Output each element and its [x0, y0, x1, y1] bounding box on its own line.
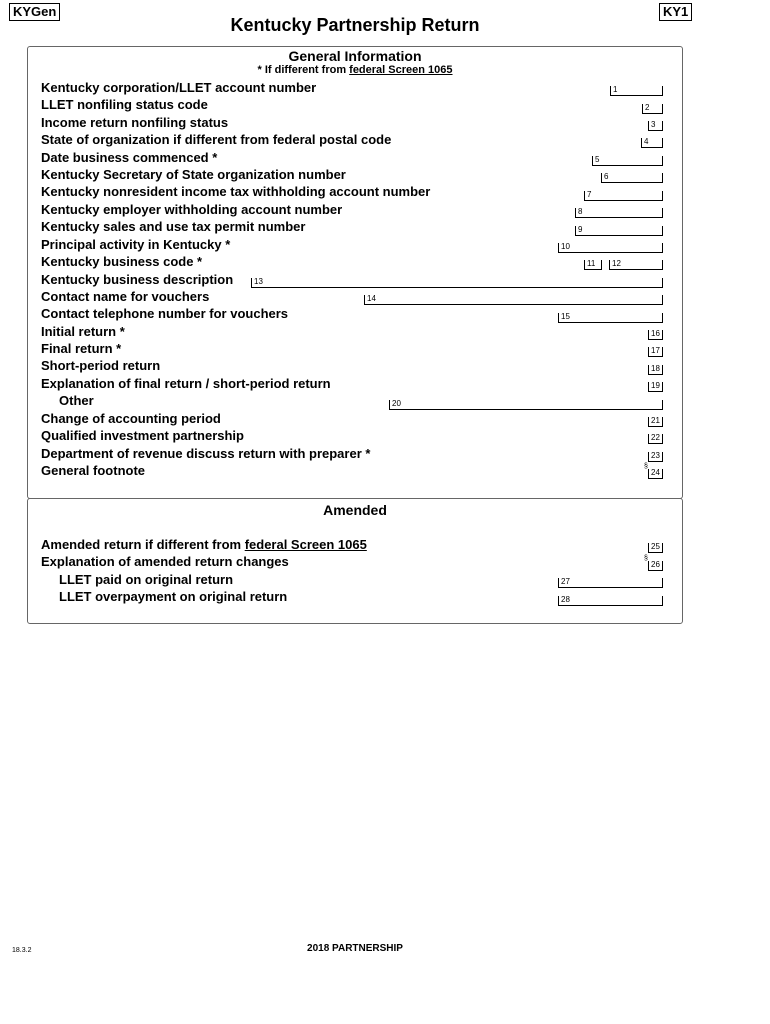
field-number: 7	[587, 190, 592, 199]
label-other: Other	[59, 393, 94, 408]
label-qualified-investment-partnership: Qualified investment partnership	[41, 428, 244, 443]
field-27[interactable]	[558, 578, 663, 588]
field-number: 5	[595, 155, 600, 164]
field-number: 23	[651, 451, 660, 460]
field-number: 8	[578, 207, 583, 216]
label-business-description: Kentucky business description	[41, 272, 234, 287]
field-number: 15	[561, 312, 570, 321]
field-number: 17	[651, 346, 660, 355]
field-number: 2	[645, 103, 650, 112]
amended-return-text: Amended return if different from	[41, 537, 245, 552]
field-number: 24	[651, 468, 660, 477]
footnote-icon: §	[644, 463, 648, 470]
field-10[interactable]	[558, 243, 663, 253]
field-number: 21	[651, 416, 660, 425]
field-15[interactable]	[558, 313, 663, 323]
field-21[interactable]	[648, 417, 663, 427]
label-llet-paid-original: LLET paid on original return	[59, 572, 234, 587]
field-13[interactable]	[251, 278, 663, 288]
screen-tag-ky1[interactable]: KY1	[659, 3, 692, 21]
federal-screen-1065-link[interactable]: federal Screen 1065	[349, 64, 453, 76]
label-secretary-of-state-number: Kentucky Secretary of State organization number	[41, 167, 346, 182]
label-employer-withholding-account: Kentucky employer withholding account number	[41, 202, 343, 217]
label-final-return: Final return *	[41, 341, 122, 356]
label-contact-name-vouchers: Contact name for vouchers	[41, 289, 210, 304]
field-number: 11	[587, 259, 596, 268]
field-number: 19	[651, 381, 660, 390]
label-kentucky-corporation-llet-account-number: Kentucky corporation/LLET account number	[41, 80, 317, 95]
label-nonresident-withholding-account: Kentucky nonresident income tax withholding account number	[41, 184, 431, 199]
page-title: Kentucky Partnership Return	[230, 15, 480, 35]
field-number: 14	[367, 294, 376, 303]
field-2[interactable]	[642, 104, 663, 114]
field-number: 26	[651, 560, 660, 569]
screen-tag-kygen[interactable]: KYGen	[9, 3, 60, 21]
field-6[interactable]	[601, 173, 663, 183]
label-business-code: Kentucky business code *	[41, 254, 203, 269]
label-sales-use-tax-permit: Kentucky sales and use tax permit number	[41, 219, 306, 234]
field-4[interactable]	[641, 138, 663, 148]
label-explanation-final-return: Explanation of final return / short-period return	[41, 376, 331, 391]
field-17[interactable]	[648, 347, 663, 357]
field-26[interactable]	[648, 561, 663, 571]
field-number: 22	[651, 433, 660, 442]
field-8[interactable]	[575, 208, 663, 218]
field-7[interactable]	[584, 191, 663, 201]
field-3[interactable]	[648, 121, 663, 131]
field-20[interactable]	[389, 400, 663, 410]
label-income-return-nonfiling-status: Income return nonfiling status	[41, 115, 229, 130]
field-25[interactable]	[648, 543, 663, 553]
field-18[interactable]	[648, 365, 663, 375]
field-number: 28	[561, 595, 570, 604]
field-24[interactable]	[648, 469, 663, 479]
label-discuss-with-preparer: Department of revenue discuss return with preparer *	[41, 446, 371, 461]
field-28[interactable]	[558, 596, 663, 606]
footnote-icon: §	[644, 555, 648, 562]
label-change-accounting-period: Change of accounting period	[41, 411, 221, 426]
field-16[interactable]	[648, 330, 663, 340]
field-19[interactable]	[648, 382, 663, 392]
field-number: 13	[254, 277, 263, 286]
amended-federal-screen-1065-link[interactable]: federal Screen 1065	[244, 537, 367, 552]
amended-title: Amended	[323, 502, 387, 518]
field-number: 10	[561, 242, 570, 251]
label-general-footnote: General footnote	[41, 463, 146, 478]
field-number: 4	[644, 137, 649, 146]
general-information-title: General Information	[288, 48, 422, 64]
label-date-business-commenced: Date business commenced *	[41, 150, 218, 165]
field-number: 1	[613, 85, 618, 94]
field-14[interactable]	[364, 295, 663, 305]
subtitle-prefix: * If different from	[257, 64, 350, 76]
field-number: 16	[651, 329, 660, 338]
label-principal-activity: Principal activity in Kentucky *	[41, 237, 231, 252]
field-number: 9	[578, 225, 583, 234]
label-state-of-organization: State of organization if different from federal postal code	[41, 132, 392, 147]
label-amended-return	[41, 537, 367, 553]
field-5[interactable]	[592, 156, 663, 166]
label-short-period-return: Short-period return	[41, 358, 161, 373]
label-initial-return: Initial return *	[41, 324, 125, 339]
field-12[interactable]	[609, 260, 663, 270]
field-number: 27	[561, 577, 570, 586]
field-number: 12	[612, 259, 621, 268]
page-code: 18.3.2	[12, 947, 32, 954]
label-llet-overpayment-original: LLET overpayment on original return	[59, 589, 288, 604]
field-9[interactable]	[575, 226, 663, 236]
page-footer: 2018 PARTNERSHIP	[307, 943, 403, 954]
field-number: 18	[651, 364, 660, 373]
field-number: 6	[604, 172, 609, 181]
field-23[interactable]	[648, 452, 663, 462]
field-1[interactable]	[610, 86, 663, 96]
field-number: 20	[392, 399, 401, 408]
general-subtitle	[0, 64, 710, 76]
label-contact-telephone-vouchers: Contact telephone number for vouchers	[41, 306, 289, 321]
label-explanation-amended-changes: Explanation of amended return changes	[41, 554, 289, 569]
label-llet-nonfiling-status-code: LLET nonfiling status code	[41, 97, 208, 112]
field-number: 3	[651, 120, 656, 129]
field-number: 25	[651, 542, 660, 551]
field-11[interactable]	[584, 260, 602, 270]
field-22[interactable]	[648, 434, 663, 444]
